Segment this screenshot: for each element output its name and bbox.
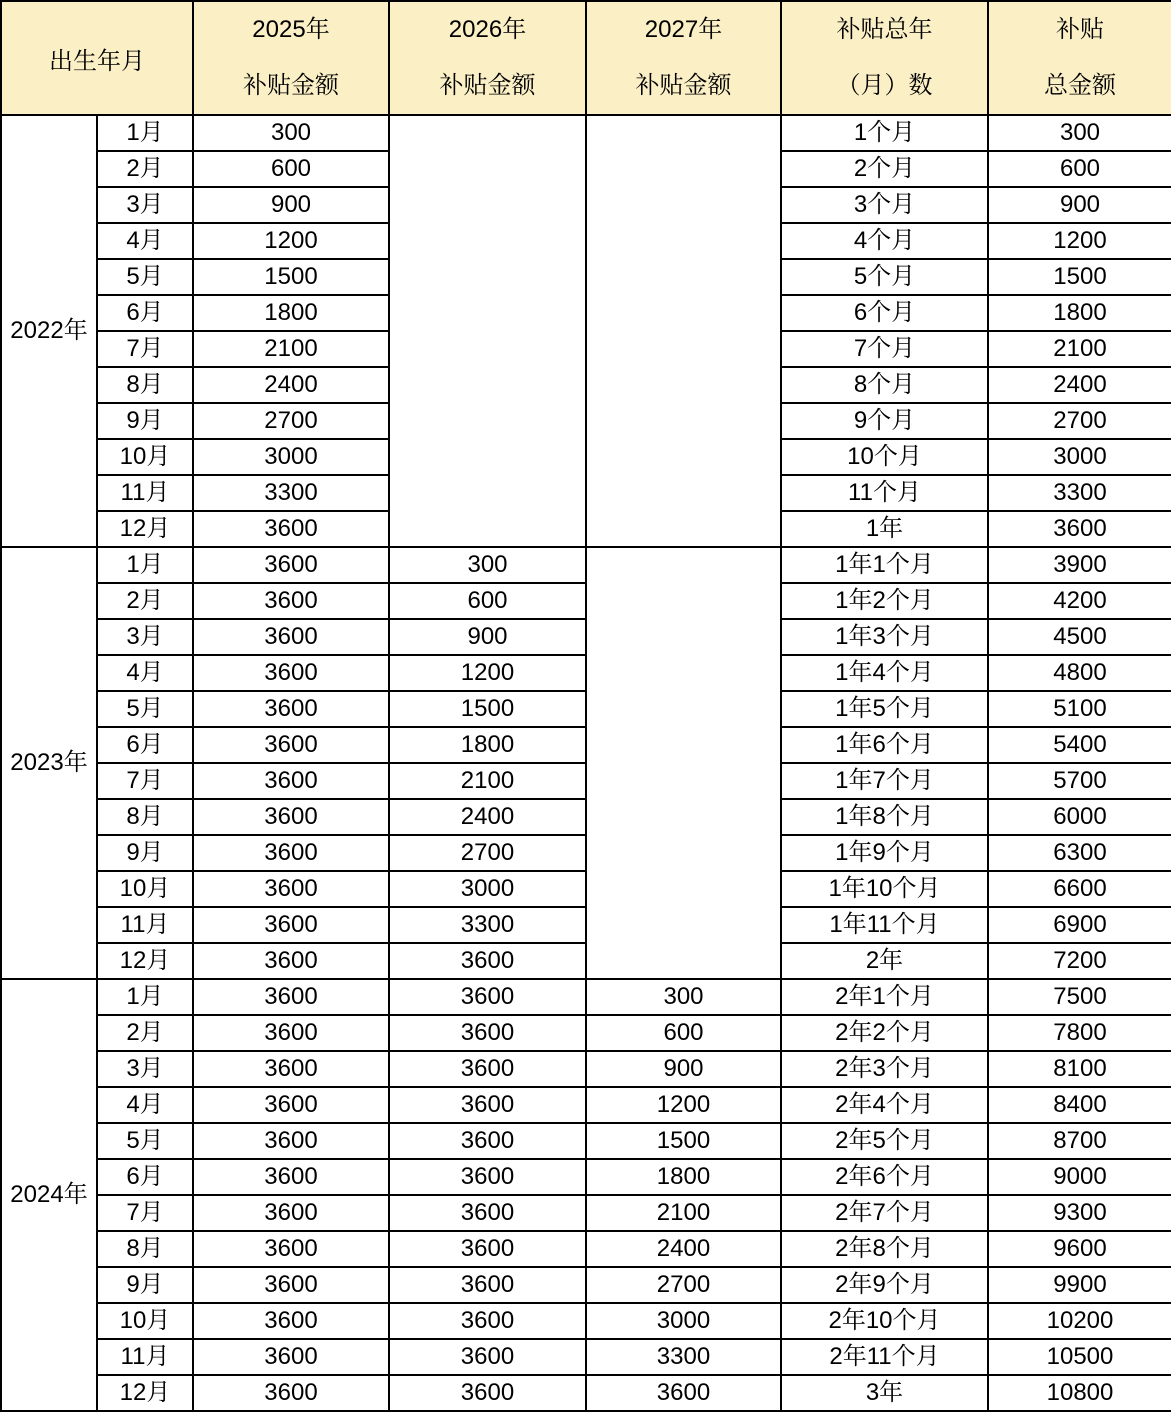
amount-2025-cell: 3600	[193, 1195, 389, 1231]
col-header-2026-amount	[389, 1, 586, 115]
amount-2026-cell: 3600	[389, 1015, 586, 1051]
amount-2026-cell: 3600	[389, 1267, 586, 1303]
duration-cell: 2年	[781, 943, 988, 979]
duration-cell: 1年2个月	[781, 583, 988, 619]
duration-cell: 2年6个月	[781, 1159, 988, 1195]
month-cell: 5月	[97, 1123, 193, 1159]
total-amount-cell: 300	[988, 115, 1171, 151]
duration-cell: 1年11个月	[781, 907, 988, 943]
amount-2027-cell: 1200	[586, 1087, 781, 1123]
total-amount-cell: 4500	[988, 619, 1171, 655]
month-cell: 12月	[97, 511, 193, 547]
table-row	[1, 1231, 1171, 1267]
total-amount-cell: 4800	[988, 655, 1171, 691]
duration-cell: 1年4个月	[781, 655, 988, 691]
amount-2026-cell: 3600	[389, 1375, 586, 1411]
duration-cell: 1个月	[781, 115, 988, 151]
duration-cell: 1年1个月	[781, 547, 988, 583]
col-header-2025-line1: 2025年	[252, 15, 330, 43]
year-cell: 2023年	[1, 547, 97, 979]
amount-2026-cell: 3600	[389, 979, 586, 1015]
amount-2025-cell: 3600	[193, 1051, 389, 1087]
month-cell: 3月	[97, 1051, 193, 1087]
table-row	[1, 1051, 1171, 1087]
col-header-2025-amount	[193, 1, 389, 115]
total-amount-cell: 8100	[988, 1051, 1171, 1087]
duration-cell: 11个月	[781, 475, 988, 511]
year-cell: 2024年	[1, 979, 97, 1411]
month-cell: 3月	[97, 187, 193, 223]
amount-2027-cell: 2100	[586, 1195, 781, 1231]
col-header-total-line2: 总金额	[1044, 71, 1116, 99]
amount-2025-cell: 3600	[193, 511, 389, 547]
month-cell: 8月	[97, 1231, 193, 1267]
total-amount-cell: 3600	[988, 511, 1171, 547]
duration-cell: 10个月	[781, 439, 988, 475]
month-cell: 5月	[97, 691, 193, 727]
col-header-2026-line1: 2026年	[448, 15, 527, 43]
amount-2026-cell: 2100	[389, 763, 586, 799]
amount-2025-cell: 3300	[193, 475, 389, 511]
duration-cell: 1年3个月	[781, 619, 988, 655]
amount-2027-cell: 3300	[586, 1339, 781, 1375]
amount-2025-cell: 3600	[193, 763, 389, 799]
total-amount-cell: 8700	[988, 1123, 1171, 1159]
amount-2025-cell: 600	[193, 151, 389, 187]
col-header-2027-line1: 2027年	[644, 15, 723, 43]
duration-cell: 1年6个月	[781, 727, 988, 763]
duration-cell: 2年7个月	[781, 1195, 988, 1231]
duration-cell: 1年9个月	[781, 835, 988, 871]
month-cell: 4月	[97, 223, 193, 259]
amount-2025-cell: 3600	[193, 727, 389, 763]
amount-2026-cell: 2700	[389, 835, 586, 871]
table-row	[1, 1195, 1171, 1231]
total-amount-cell: 7500	[988, 979, 1171, 1015]
total-amount-cell: 600	[988, 151, 1171, 187]
total-amount-cell: 3300	[988, 475, 1171, 511]
total-amount-cell: 1500	[988, 259, 1171, 295]
duration-cell: 2个月	[781, 151, 988, 187]
total-amount-cell: 9900	[988, 1267, 1171, 1303]
total-amount-cell: 6600	[988, 871, 1171, 907]
amount-2025-cell: 3600	[193, 691, 389, 727]
month-cell: 9月	[97, 1267, 193, 1303]
amount-2025-cell: 3600	[193, 799, 389, 835]
month-cell: 4月	[97, 1087, 193, 1123]
month-cell: 11月	[97, 907, 193, 943]
table-row	[1, 1015, 1171, 1051]
amount-2025-cell: 3600	[193, 907, 389, 943]
month-cell: 2月	[97, 1015, 193, 1051]
duration-cell: 1年7个月	[781, 763, 988, 799]
amount-2025-cell: 3600	[193, 1303, 389, 1339]
table-row	[1, 547, 1171, 583]
amount-2025-cell: 3600	[193, 943, 389, 979]
col-header-birth-date-label: 出生年月	[49, 47, 145, 75]
total-amount-cell: 10800	[988, 1375, 1171, 1411]
amount-2026-cell: 2400	[389, 799, 586, 835]
month-cell: 2月	[97, 583, 193, 619]
total-amount-cell: 1800	[988, 295, 1171, 331]
total-amount-cell: 9300	[988, 1195, 1171, 1231]
duration-cell: 1年5个月	[781, 691, 988, 727]
amount-2027-cell: 2700	[586, 1267, 781, 1303]
month-cell: 10月	[97, 439, 193, 475]
table-row	[1, 1087, 1171, 1123]
month-cell: 6月	[97, 727, 193, 763]
month-cell: 1月	[97, 547, 193, 583]
amount-2026-cell: 300	[389, 547, 586, 583]
month-cell: 10月	[97, 871, 193, 907]
amount-2027-cell: 300	[586, 979, 781, 1015]
amount-2025-cell: 2100	[193, 331, 389, 367]
amount-2025-cell: 3600	[193, 1159, 389, 1195]
col-header-2025-line2: 补贴金额	[243, 71, 339, 99]
amount-2027-cell: 2400	[586, 1231, 781, 1267]
month-cell: 8月	[97, 367, 193, 403]
amount-2026-cell: 3600	[389, 1051, 586, 1087]
month-cell: 6月	[97, 1159, 193, 1195]
month-cell: 12月	[97, 1375, 193, 1411]
amount-2025-cell: 3600	[193, 1231, 389, 1267]
total-amount-cell: 7800	[988, 1015, 1171, 1051]
amount-2027-empty-cell	[586, 547, 781, 979]
duration-cell: 9个月	[781, 403, 988, 439]
total-amount-cell: 5100	[988, 691, 1171, 727]
table-row	[1, 1267, 1171, 1303]
amount-2025-cell: 3600	[193, 871, 389, 907]
month-cell: 9月	[97, 403, 193, 439]
total-amount-cell: 5400	[988, 727, 1171, 763]
amount-2026-cell: 3600	[389, 1159, 586, 1195]
duration-cell: 6个月	[781, 295, 988, 331]
amount-2026-cell: 3600	[389, 1087, 586, 1123]
duration-cell: 1年	[781, 511, 988, 547]
total-amount-cell: 2100	[988, 331, 1171, 367]
amount-2026-cell: 900	[389, 619, 586, 655]
amount-2025-cell: 3600	[193, 583, 389, 619]
amount-2025-cell: 2400	[193, 367, 389, 403]
total-amount-cell: 900	[988, 187, 1171, 223]
duration-cell: 8个月	[781, 367, 988, 403]
table-row	[1, 1159, 1171, 1195]
month-cell: 1月	[97, 979, 193, 1015]
amount-2026-cell: 600	[389, 583, 586, 619]
month-cell: 3月	[97, 619, 193, 655]
duration-cell: 2年3个月	[781, 1051, 988, 1087]
amount-2026-cell: 3600	[389, 1123, 586, 1159]
amount-2027-cell: 900	[586, 1051, 781, 1087]
amount-2025-cell: 3600	[193, 979, 389, 1015]
amount-2025-cell: 300	[193, 115, 389, 151]
amount-2026-cell: 3600	[389, 1339, 586, 1375]
table-row	[1, 1375, 1171, 1411]
total-amount-cell: 3000	[988, 439, 1171, 475]
amount-2026-cell: 3600	[389, 1195, 586, 1231]
amount-2025-cell: 1500	[193, 259, 389, 295]
month-cell: 8月	[97, 799, 193, 835]
amount-2025-cell: 3600	[193, 1267, 389, 1303]
col-header-duration	[781, 1, 988, 115]
month-cell: 7月	[97, 1195, 193, 1231]
amount-2025-cell: 3600	[193, 1087, 389, 1123]
amount-2025-cell: 3600	[193, 619, 389, 655]
month-cell: 1月	[97, 115, 193, 151]
month-cell: 2月	[97, 151, 193, 187]
month-cell: 4月	[97, 655, 193, 691]
total-amount-cell: 2700	[988, 403, 1171, 439]
total-amount-cell: 8400	[988, 1087, 1171, 1123]
amount-2025-cell: 1800	[193, 295, 389, 331]
duration-cell: 3个月	[781, 187, 988, 223]
col-header-total	[988, 1, 1171, 115]
duration-cell: 2年10个月	[781, 1303, 988, 1339]
col-header-2026-line2: 补贴金额	[439, 71, 536, 99]
amount-2025-cell: 3600	[193, 1123, 389, 1159]
amount-2027-cell: 3000	[586, 1303, 781, 1339]
col-header-total-line1: 补贴	[1056, 15, 1104, 43]
duration-cell: 2年4个月	[781, 1087, 988, 1123]
duration-cell: 5个月	[781, 259, 988, 295]
duration-cell: 1年8个月	[781, 799, 988, 835]
amount-2025-cell: 2700	[193, 403, 389, 439]
total-amount-cell: 6000	[988, 799, 1171, 835]
amount-2026-cell: 3600	[389, 943, 586, 979]
month-cell: 11月	[97, 475, 193, 511]
duration-cell: 2年8个月	[781, 1231, 988, 1267]
amount-2025-cell: 3600	[193, 1015, 389, 1051]
total-amount-cell: 9600	[988, 1231, 1171, 1267]
amount-2025-cell: 3600	[193, 1375, 389, 1411]
total-amount-cell: 10200	[988, 1303, 1171, 1339]
col-header-2027-line2: 补贴金额	[635, 71, 732, 99]
month-cell: 5月	[97, 259, 193, 295]
amount-2027-cell: 1800	[586, 1159, 781, 1195]
total-amount-cell: 10500	[988, 1339, 1171, 1375]
amount-2026-cell: 1800	[389, 727, 586, 763]
duration-cell: 1年10个月	[781, 871, 988, 907]
month-cell: 6月	[97, 295, 193, 331]
month-cell: 7月	[97, 763, 193, 799]
header-row	[1, 1, 1171, 115]
amount-2027-cell: 3600	[586, 1375, 781, 1411]
duration-cell: 3年	[781, 1375, 988, 1411]
year-cell: 2022年	[1, 115, 97, 547]
table-row	[1, 1303, 1171, 1339]
total-amount-cell: 5700	[988, 763, 1171, 799]
total-amount-cell: 7200	[988, 943, 1171, 979]
month-cell: 11月	[97, 1339, 193, 1375]
amount-2026-empty-cell	[389, 115, 586, 547]
duration-cell: 2年1个月	[781, 979, 988, 1015]
duration-cell: 2年9个月	[781, 1267, 988, 1303]
amount-2025-cell: 3600	[193, 835, 389, 871]
col-header-duration-line2: （月）数	[836, 71, 933, 99]
amount-2026-cell: 3000	[389, 871, 586, 907]
month-cell: 12月	[97, 943, 193, 979]
duration-cell: 2年2个月	[781, 1015, 988, 1051]
total-amount-cell: 4200	[988, 583, 1171, 619]
col-header-2027-amount	[586, 1, 781, 115]
amount-2027-empty-cell	[586, 115, 781, 547]
col-header-birth-date	[1, 1, 193, 115]
month-cell: 9月	[97, 835, 193, 871]
duration-cell: 7个月	[781, 331, 988, 367]
table-row	[1, 1339, 1171, 1375]
duration-cell: 2年11个月	[781, 1339, 988, 1375]
amount-2025-cell: 3600	[193, 1339, 389, 1375]
duration-cell: 2年5个月	[781, 1123, 988, 1159]
total-amount-cell: 1200	[988, 223, 1171, 259]
month-cell: 10月	[97, 1303, 193, 1339]
month-cell: 7月	[97, 331, 193, 367]
total-amount-cell: 9000	[988, 1159, 1171, 1195]
total-amount-cell: 2400	[988, 367, 1171, 403]
col-header-duration-line1: 补贴总年	[836, 15, 933, 43]
amount-2025-cell: 3600	[193, 547, 389, 583]
total-amount-cell: 3900	[988, 547, 1171, 583]
amount-2025-cell: 1200	[193, 223, 389, 259]
table-row	[1, 979, 1171, 1015]
amount-2025-cell: 3600	[193, 655, 389, 691]
amount-2027-cell: 600	[586, 1015, 781, 1051]
amount-2025-cell: 900	[193, 187, 389, 223]
total-amount-cell: 6900	[988, 907, 1171, 943]
table-row	[1, 115, 1171, 151]
total-amount-cell: 6300	[988, 835, 1171, 871]
amount-2026-cell: 3300	[389, 907, 586, 943]
table-row	[1, 1123, 1171, 1159]
amount-2026-cell: 3600	[389, 1231, 586, 1267]
amount-2026-cell: 3600	[389, 1303, 586, 1339]
amount-2026-cell: 1200	[389, 655, 586, 691]
amount-2025-cell: 3000	[193, 439, 389, 475]
duration-cell: 4个月	[781, 223, 988, 259]
amount-2026-cell: 1500	[389, 691, 586, 727]
amount-2027-cell: 1500	[586, 1123, 781, 1159]
